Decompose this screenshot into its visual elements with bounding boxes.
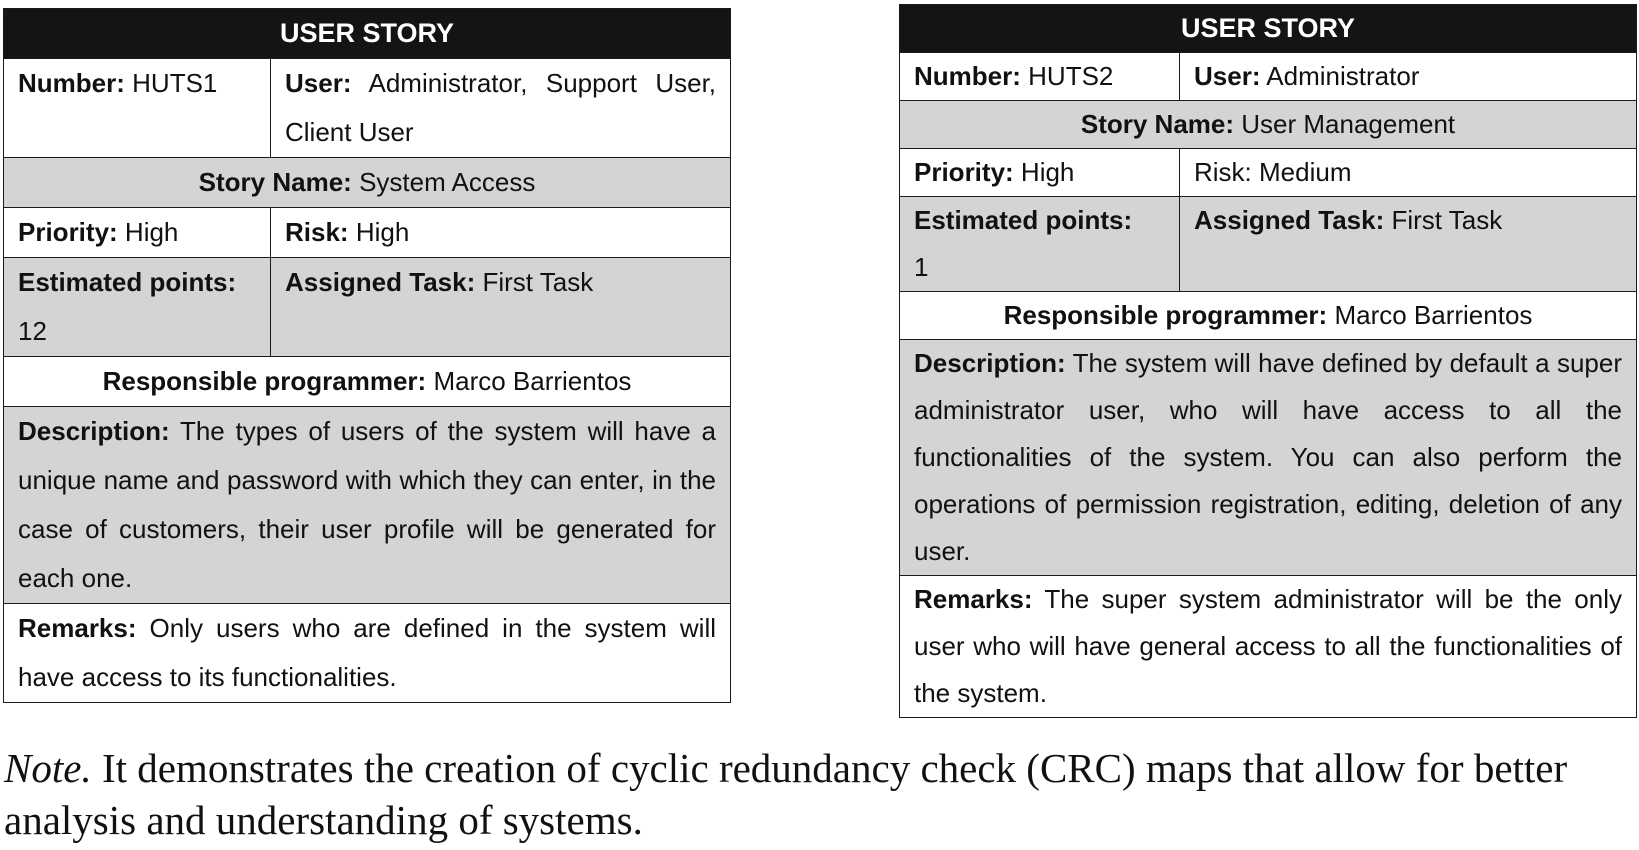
story-estimated-points: 1 [914,252,929,282]
assigned-task-cell: Assigned Task: First Task [1180,197,1637,292]
number-cell: Number: HUTS2 [900,53,1180,101]
story-priority: High [124,217,179,247]
note-label: Note. [4,745,92,791]
story-user: Administrator [1266,61,1420,91]
card-header: USER STORY [900,5,1637,53]
assigned-task-cell: Assigned Task: First Task [271,258,731,357]
description-cell: Description: The system will have defined by default a super administrator user, who will have access to all the functionalities of the system. You can also perform the operations of permission registration, editing, deletion of any user. [900,340,1637,576]
story-user: Administrator, Support User, Client User [285,68,717,147]
user-story-card-huts1 [3,8,731,703]
story-assigned-task: First Task [482,267,594,297]
description-cell: Description: The types of users of the system will have a unique name and password with which they can enter, in the case of customers, their user profile will be generated for each one. [4,407,731,604]
story-description: The system will have defined by default a super administrator user, who will have access to all the functionalities of the system. You can also perform the operations of permission registration, editing, deletion of any user. [914,348,1623,566]
remarks-cell: Remarks: Only users who are defined in the system will have access to its functionalities. [4,604,731,703]
story-responsible: Marco Barrientos [1334,300,1533,330]
figure-note [4,742,1624,846]
story-risk: Risk: Medium [1194,157,1352,187]
risk-cell: Risk: High [271,208,731,258]
estimated-points-cell: Estimated points: 12 [4,258,271,357]
note-text: It demonstrates the creation of cyclic redundancy check (CRC) maps that allow for better analysis and understanding of systems. [4,745,1568,843]
story-name-cell: Story Name: System Access [4,158,731,208]
responsible-cell: Responsible programmer: Marco Barrientos [4,357,731,407]
risk-cell [1180,149,1637,197]
story-description: The types of users of the system will have a unique name and password with which they can enter, in the case of customers, their user profile will be generated for each one. [18,416,717,593]
priority-cell: Priority: High [4,208,271,258]
user-cell: User: Administrator, Support User, Client User [271,59,731,158]
priority-cell: Priority: High [900,149,1180,197]
story-responsible: Marco Barrientos [433,366,632,396]
number-cell: Number: HUTS1 [4,59,271,158]
story-name: User Management [1241,109,1456,139]
story-remarks: The super system administrator will be the only user who will have general access to all the functionalities of the system. [914,584,1623,708]
user-cell: User: Administrator [1180,53,1637,101]
story-number: HUTS2 [1028,61,1114,91]
story-name: System Access [359,167,536,197]
story-number: HUTS1 [132,68,218,98]
user-story-card-huts2 [899,4,1637,718]
story-risk: High [355,217,410,247]
story-assigned-task: First Task [1391,205,1503,235]
story-estimated-points: 12 [18,316,47,346]
estimated-points-cell: Estimated points: 1 [900,197,1180,292]
responsible-cell: Responsible programmer: Marco Barrientos [900,292,1637,340]
story-remarks: Only users who are defined in the system will have access to its functionalities. [18,613,717,692]
card-header: USER STORY [4,9,731,59]
story-name-cell: Story Name: User Management [900,101,1637,149]
story-priority: High [1020,157,1075,187]
remarks-cell: Remarks: The super system administrator will be the only user who will have general access to all the functionalities of the system. [900,576,1637,718]
